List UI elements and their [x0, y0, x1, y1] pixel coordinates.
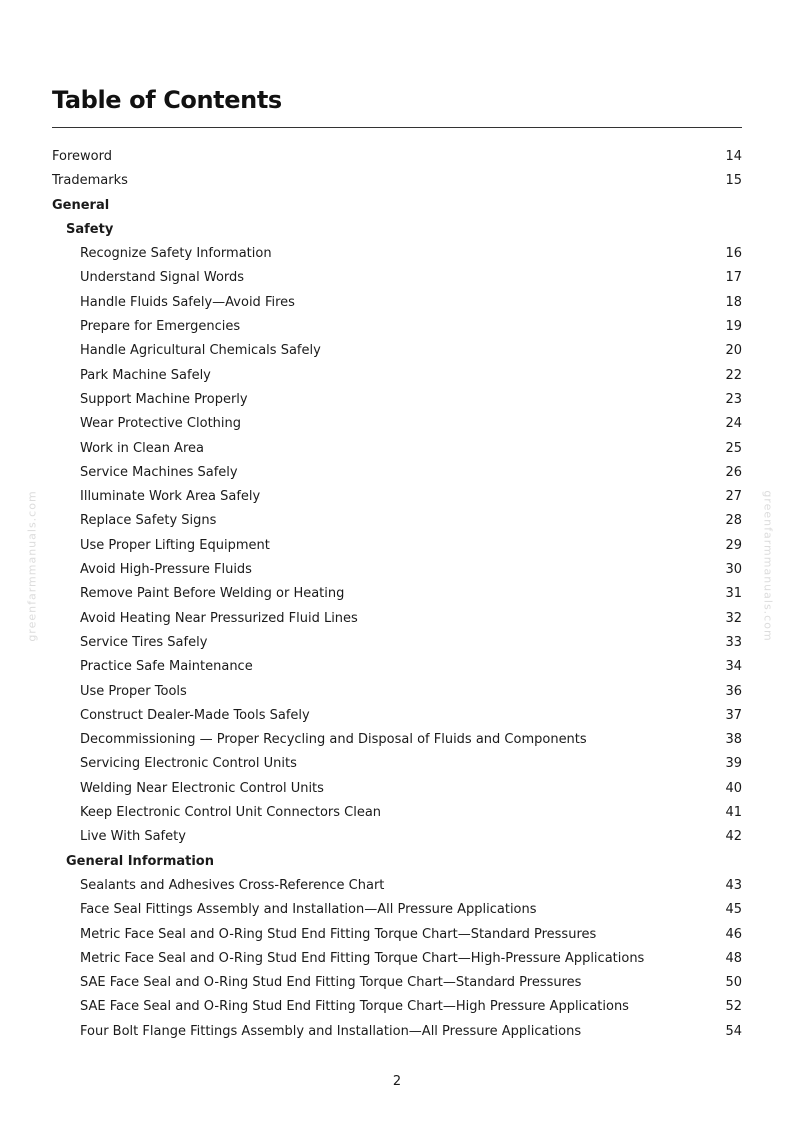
toc-subsection-heading: [52, 218, 742, 242]
toc-subsection-heading: [52, 850, 742, 874]
toc-entry-title: Keep Electronic Control Unit Connectors Clean: [80, 805, 382, 821]
toc-entry[interactable]: [52, 752, 742, 776]
toc-entry-title: Sealants and Adhesives Cross-Reference Chart: [80, 877, 385, 893]
toc-entry-page: 42: [725, 829, 742, 845]
toc-entry[interactable]: [52, 971, 742, 995]
toc-entry-page: 25: [725, 440, 742, 456]
toc-entry-title: Avoid Heating Near Pressurized Fluid Lines: [80, 610, 358, 626]
toc-subsection-title: General Information: [66, 853, 214, 869]
toc-entry[interactable]: [52, 728, 742, 752]
toc-entry-title: Metric Face Seal and O-Ring Stud End Fitting Torque Chart—Standard Pressures: [80, 926, 597, 942]
toc-entry-title: Illuminate Work Area Safely: [80, 489, 261, 505]
toc-entry-page: 19: [725, 319, 742, 335]
toc-entry[interactable]: [52, 947, 742, 971]
toc-section-title: General: [52, 197, 110, 213]
title-divider: [52, 127, 742, 128]
toc-entry[interactable]: [52, 509, 742, 533]
toc-entry-page: 15: [725, 173, 742, 189]
toc-entry-page: 46: [725, 926, 742, 942]
toc-entry[interactable]: [52, 607, 742, 631]
toc-entry[interactable]: [52, 1020, 742, 1044]
toc-entry-page: 28: [725, 513, 742, 529]
toc-entry[interactable]: [52, 898, 742, 922]
toc-entry-page: 26: [725, 464, 742, 480]
toc-entry-title: Replace Safety Signs: [80, 513, 217, 529]
toc-entry-title: Service Tires Safely: [80, 634, 208, 650]
toc-entry-page: 37: [725, 707, 742, 723]
toc-entry-title: Live With Safety: [80, 829, 186, 845]
toc-entry[interactable]: [52, 923, 742, 947]
toc-entry-title: Avoid High-Pressure Fluids: [80, 562, 252, 578]
toc-entry-page: 45: [725, 902, 742, 918]
toc-entry-page: 52: [725, 999, 742, 1015]
toc-entry[interactable]: [52, 777, 742, 801]
toc-entry-page: 24: [725, 416, 742, 432]
toc-entry-page: 30: [725, 562, 742, 578]
toc-entry[interactable]: [52, 558, 742, 582]
toc-entry-page: 17: [725, 270, 742, 286]
toc-entry-title: Welding Near Electronic Control Units: [80, 780, 324, 796]
toc-entry-page: 14: [725, 149, 742, 164]
toc-list: [52, 145, 742, 1044]
toc-entry-title: SAE Face Seal and O-Ring Stud End Fitting Torque Chart—Standard Pressures: [80, 975, 582, 991]
toc-entry[interactable]: [52, 169, 742, 193]
toc-entry-page: 31: [725, 586, 742, 602]
page-number: 2: [392, 1074, 402, 1089]
toc-entry[interactable]: [52, 145, 742, 169]
toc-entry-title: Work in Clean Area: [80, 440, 204, 456]
toc-entry[interactable]: [52, 315, 742, 339]
toc-entry-title: Face Seal Fittings Assembly and Installation—All Pressure Applications: [80, 902, 537, 918]
toc-entry-page: 32: [725, 610, 742, 626]
toc-entry-title: Prepare for Emergencies: [80, 319, 241, 335]
toc-section-heading: [52, 194, 742, 218]
toc-entry-page: 20: [725, 343, 742, 359]
toc-entry-title: Park Machine Safely: [80, 367, 211, 383]
toc-entry-page: 40: [725, 780, 742, 796]
toc-entry[interactable]: [52, 631, 742, 655]
toc-entry-title: Construct Dealer-Made Tools Safely: [80, 707, 310, 723]
toc-entry-title: Use Proper Lifting Equipment: [80, 537, 270, 553]
toc-entry-title: SAE Face Seal and O-Ring Stud End Fitting Torque Chart—High Pressure Applications: [80, 999, 629, 1015]
toc-subsection-title: Safety: [66, 221, 114, 237]
toc-entry[interactable]: [52, 995, 742, 1019]
toc-entry-page: 38: [725, 732, 742, 748]
toc-entry-page: 33: [725, 634, 742, 650]
toc-entry[interactable]: [52, 874, 742, 898]
toc-entry-title: Support Machine Properly: [80, 391, 248, 407]
toc-entry[interactable]: [52, 704, 742, 728]
toc-entry[interactable]: [52, 388, 742, 412]
toc-entry-title: Decommissioning — Proper Recycling and Disposal of Fluids and Components: [80, 732, 587, 748]
toc-entry-title: Wear Protective Clothing: [80, 416, 242, 432]
toc-entry[interactable]: [52, 437, 742, 461]
toc-entry-page: 39: [725, 756, 742, 772]
page-title: Table of Contents: [52, 86, 282, 114]
watermark-left: greenfarmmanuals.com: [25, 490, 39, 642]
toc-entry-page: 54: [725, 1023, 742, 1039]
toc-entry[interactable]: [52, 242, 742, 266]
toc-entry-title: Handle Fluids Safely—Avoid Fires: [80, 294, 295, 310]
toc-entry[interactable]: [52, 364, 742, 388]
toc-entry-title: Recognize Safety Information: [80, 246, 272, 262]
toc-entry-title: Practice Safe Maintenance: [80, 659, 253, 675]
toc-entry-page: 18: [725, 294, 742, 310]
toc-entry-page: 29: [725, 537, 742, 553]
toc-entry[interactable]: [52, 825, 742, 849]
toc-entry-title: Remove Paint Before Welding or Heating: [80, 586, 345, 602]
toc-entry-title: Use Proper Tools: [80, 683, 187, 699]
toc-entry-page: 34: [725, 659, 742, 675]
toc-entry-page: 48: [725, 950, 742, 966]
toc-entry[interactable]: [52, 582, 742, 606]
toc-entry-title: Handle Agricultural Chemicals Safely: [80, 343, 321, 359]
toc-entry-title: Servicing Electronic Control Units: [80, 756, 297, 772]
toc-entry[interactable]: [52, 485, 742, 509]
toc-entry-page: 23: [725, 391, 742, 407]
toc-entry-page: 50: [725, 975, 742, 991]
toc-entry[interactable]: [52, 655, 742, 679]
toc-entry-title: Foreword: [52, 149, 112, 164]
toc-entry[interactable]: [52, 801, 742, 825]
toc-entry[interactable]: [52, 461, 742, 485]
toc-entry[interactable]: [52, 680, 742, 704]
toc-entry[interactable]: [52, 339, 742, 363]
toc-entry-page: 22: [725, 367, 742, 383]
watermark-right: greenfarmmanuals.com: [761, 490, 775, 642]
toc-entry-title: Metric Face Seal and O-Ring Stud End Fitting Torque Chart—High-Pressure Applications: [80, 950, 645, 966]
toc-entry-page: 27: [725, 489, 742, 505]
toc-entry[interactable]: [52, 534, 742, 558]
toc-entry-page: 36: [725, 683, 742, 699]
toc-entry[interactable]: [52, 412, 742, 436]
toc-entry[interactable]: [52, 291, 742, 315]
toc-entry-title: Service Machines Safely: [80, 464, 238, 480]
toc-entry-page: 43: [725, 877, 742, 893]
toc-entry-page: 16: [725, 246, 742, 262]
toc-entry-title: Trademarks: [52, 173, 128, 189]
toc-entry-title: Understand Signal Words: [80, 270, 245, 286]
toc-entry-page: 41: [725, 805, 742, 821]
toc-entry[interactable]: [52, 266, 742, 290]
toc-entry-title: Four Bolt Flange Fittings Assembly and Installation—All Pressure Applications: [80, 1023, 582, 1039]
